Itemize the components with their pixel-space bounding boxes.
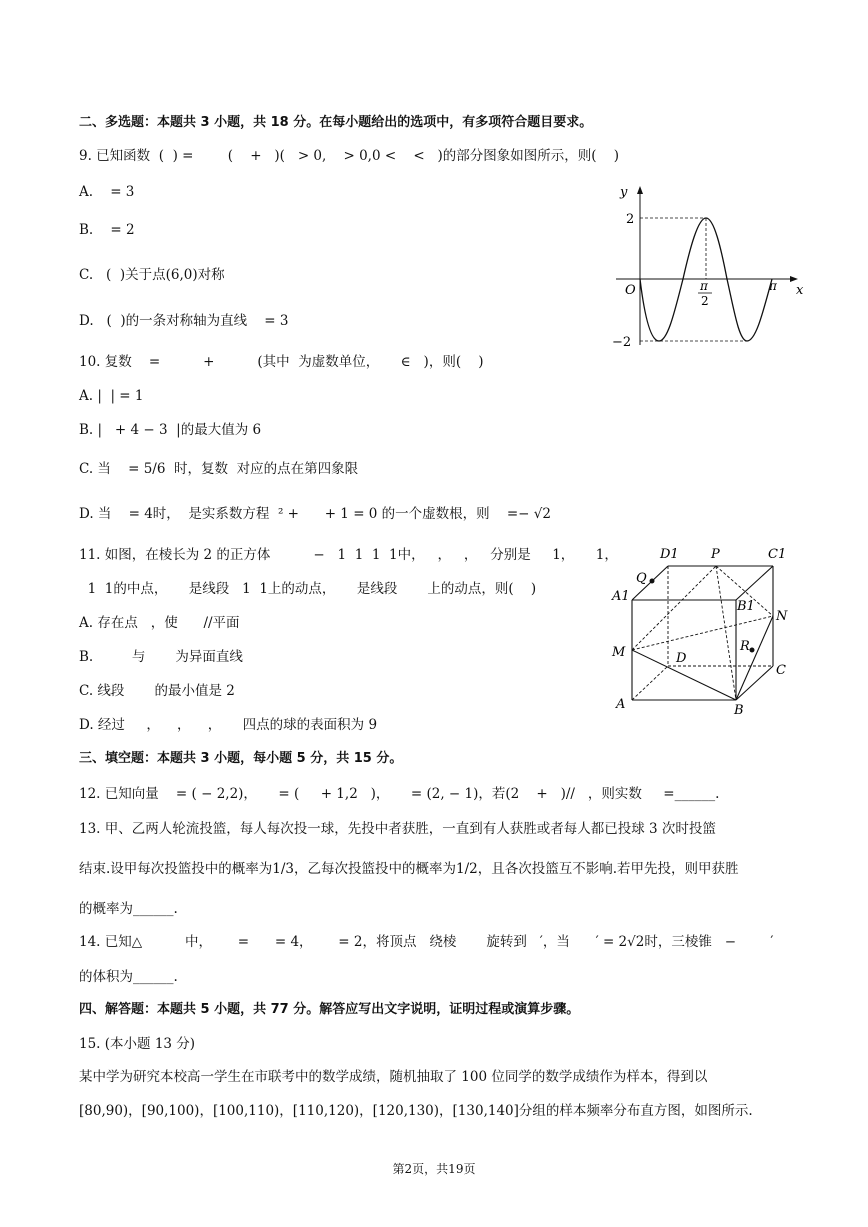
q11-option-a: A. 存在点 ，使 //平面 [79,615,240,631]
section-2-header: 二、多选题：本题共 3 小题，共 18 分。在每小题给出的选项中，有多项符合题目要求。 [79,115,593,130]
q11-option-d: D. 经过 ， ， ， 四点的球的表面积为 9 [79,717,378,733]
q15-line-2: [80,90)，[90,100)，[100,110)，[110,120)，[120,130)，[130,140]分组的样本频率分布直方图，如图所示. [79,1103,753,1119]
label-c: C [776,663,786,678]
label-n: N [776,609,788,624]
q10-option-d: D. 当 = 4时， 是实系数方程 ² + + 1 = 0 的一个虚数根，则 =− √2 [79,506,551,522]
q11-option-c: C. 线段 的最小值是 2 [79,683,235,699]
y-max-label: 2 [626,212,635,227]
q15-title: 15. (本小题 13 分) [79,1036,196,1052]
x-axis-label: x [796,283,804,298]
x-tick-numerator: π [700,279,708,293]
label-b: B [734,703,744,717]
q9-option-b: B. = 2 [79,222,135,238]
q10-option-a: A. | | = 1 [79,388,144,404]
page-footer: 第2页，共19页 [392,1162,476,1176]
y-axis-label: y [620,185,628,200]
label-q: Q [636,571,647,586]
q9-option-c: C. ( )关于点(6,0)对称 [79,267,225,283]
q14-line-1: 14. 已知△ 中， = = 4， = 2，将顶点 绕棱 旋转到 ′，当 ′ = 2√2时，三棱锥 − ′ [79,934,774,950]
q9-option-d: D. ( )的一条对称轴为直线 = 3 [79,313,289,329]
label-r: R [740,639,750,654]
segment-p-b [716,566,736,700]
label-m: M [612,645,626,660]
sine-graph-figure [608,180,808,352]
label-a: A [616,697,626,712]
segment-m-n [632,616,773,650]
q12-text: 12. 已知向量 = ( − 2,2)， = ( + 1,2 )， = (2, − 1)，若(2 + )// ，则实数 =______. [79,786,720,802]
edge-b1-c1 [736,566,773,600]
cube-figure [610,542,790,717]
label-b1: B1 [737,599,755,614]
x-axis-arrow-icon [790,276,798,282]
segment-b-n [736,616,773,700]
label-p: P [711,547,720,562]
q13-line-3: 的概率为______. [79,901,178,917]
y-axis-arrow-icon [637,186,643,194]
label-d: D [676,651,687,666]
x-end-label: π [769,279,777,293]
q11-stem-2: 1 1的中点， 是线段 1 1上的动点， 是线段 上的动点，则( ) [79,581,537,597]
q11-option-b: B. 与 为异面直线 [79,649,243,665]
edge-b-c [736,666,773,700]
section-4-header: 四、解答题：本题共 5 小题，共 77 分。解答应写出文字说明，证明过程或演算步骤。 [79,1002,580,1017]
label-d1: D1 [660,547,679,562]
q15-line-1: 某中学为研究本校高一学生在市联考中的数学成绩，随机抽取了 100 位同学的数学成绩作为样本，得到以 [79,1069,708,1085]
point-r-dot [750,648,755,653]
q13-line-2: 结束.设甲每次投篮投中的概率为1/3，乙每次投篮投中的概率为1/2，且各次投篮互不影响.若甲先投，则甲获胜 [79,861,739,877]
q9-stem: 9. 已知函数 ( ) = ( + )( > 0, > 0,0 < < )的部分图象如图所示，则( ) [79,148,619,164]
q13-line-1: 13. 甲、乙两人轮流投篮，每人每次投一球，先投中者获胜，一直到有人获胜或者每人都已投球 3 次时投篮 [79,821,716,837]
q9-option-a: A. = 3 [79,184,135,200]
x-tick-denominator: 2 [701,294,709,308]
q14-line-2: 的体积为______. [79,969,178,985]
label-c1: C1 [768,547,787,562]
q10-option-b: B. | + 4 − 3 |的最大值为 6 [79,422,262,438]
q10-option-c: C. 当 = 5/6 时，复数 对应的点在第四象限 [79,461,359,477]
point-q-dot [650,579,655,584]
origin-label: O [625,283,636,298]
q11-stem-1: 11. 如图，在棱长为 2 的正方体 − 1 1 1 1中， ， ， 分别是 1， 1， [79,547,618,563]
edge-a-d [632,666,668,700]
label-a1: A1 [612,589,630,604]
y-min-label: −2 [612,335,632,350]
section-3-header: 三、填空题：本题共 3 小题，每小题 5 分，共 15 分。 [79,751,403,766]
q10-stem: 10. 复数 = + (其中 为虚数单位， ∈ )，则( ) [79,354,484,370]
